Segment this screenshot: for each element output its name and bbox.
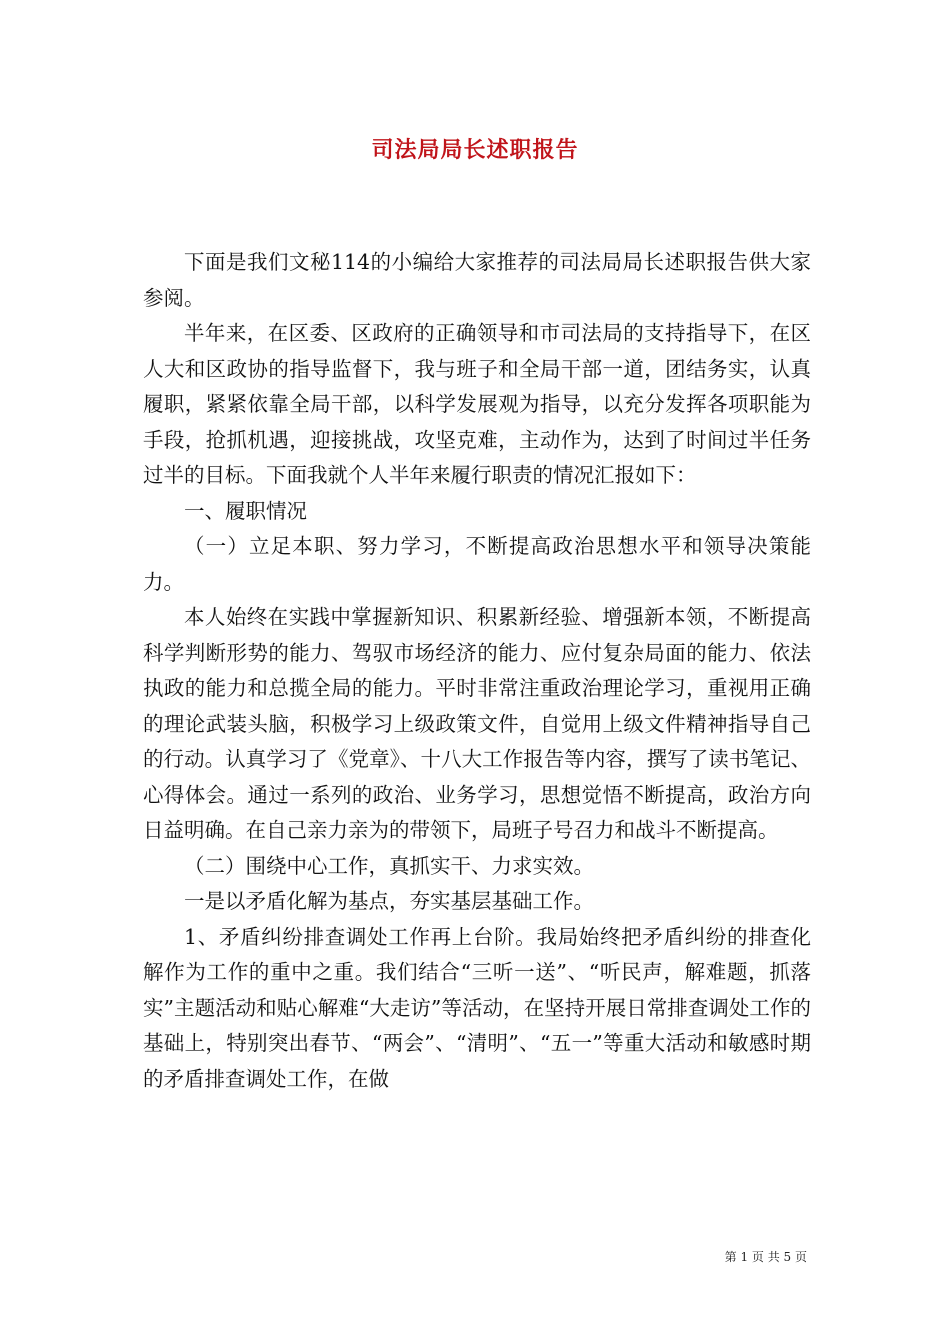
document-body <box>143 245 811 1097</box>
paragraph-summary: 半年来，在区委、区政府的正确领导和市司法局的支持指导下，在区人大和区政协的指导监督下，我与班子和全局干部一道，团结务实，认真履职，紧紧依靠全局干部，以科学发展观为指导，以充分发挥各项职能为手段，抢抓机遇，迎接挑战，攻坚克难，主动作为，达到了时间过半任务过半的目标。下面我就个人半年来履行职责的情况汇报如下： <box>143 321 811 487</box>
paragraph-point-one: 一是以矛盾化解为基点，夯实基层基础工作。 <box>184 889 594 913</box>
subsection-heading-work: （二）围绕中心工作，真抓实干、力求实效。 <box>184 853 594 878</box>
subsection-heading-study: （一）立足本职、努力学习，不断提高政治思想水平和领导决策能力。 <box>143 534 811 594</box>
section-heading-duty: 一、履职情况 <box>184 498 307 523</box>
paragraph-study: 本人始终在实践中掌握新知识、积累新经验、增强新本领，不断提高科学判断形势的能力、驾驭市场经济的能力、应付复杂局面的能力、依法执政的能力和总揽全局的能力。平时非常注重政治理论学习，重视用正确的理论武装头脑，积极学习上级政策文件，自觉用上级文件精神指导自己的行动。认真学习了《党章》、十八大工作报告等内容，撰写了读书笔记、心得体会。通过一系列的政治、业务学习，思想觉悟不断提高，政治方向日益明确。在自己亲力亲为的带领下，局班子号召力和战斗不断提高。 <box>143 605 811 842</box>
paragraph-dispute: 1、矛盾纠纷排查调处工作再上台阶。我局始终把矛盾纠纷的排查化解作为工作的重中之重。我们结合“三听一送”、“听民声，解难题，抓落实”主题活动和贴心解难“大走访”等活动，在坚持开展日常排查调处工作的基础上，特别突出春节、“两会”、“清明”、“五一”等重大活动和敏感时期的矛盾排查调处工作，在做 <box>143 924 811 1091</box>
paragraph-intro: 下面是我们文秘114的小编给大家推荐的司法局局长述职报告供大家参阅。 <box>143 250 811 310</box>
document-title: 司法局局长述职报告 <box>371 137 579 163</box>
page-number: 第 1 页 共 5 页 <box>724 1250 807 1264</box>
